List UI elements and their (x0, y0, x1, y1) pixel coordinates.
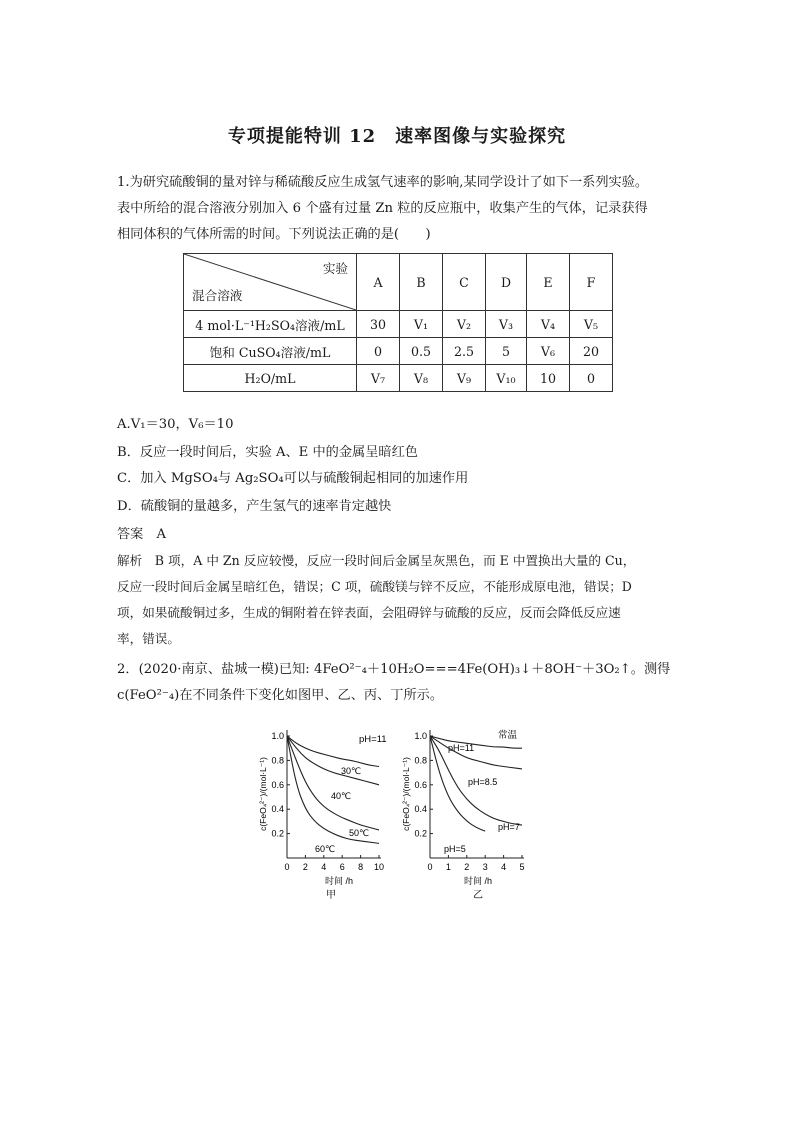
x-tick-label: 8 (358, 862, 364, 872)
question-1-line-2: 表中所给的混合溶液分别加入 6 个盛有过量 Zn 粒的反应瓶中，收集产生的气体，记录获得 (117, 201, 648, 216)
series-label: 30℃ (341, 766, 362, 776)
row-label: H₂O/mL (184, 365, 357, 392)
column-header: D (486, 254, 527, 311)
question-1 (117, 170, 687, 248)
table-cell: 0.5 (400, 338, 443, 365)
option-b: B．反应一段时间后，实验 A、E 中的金属呈暗红色 (117, 445, 418, 460)
page-title: 专项提能特训 12 速率图像与实验探究 (227, 126, 567, 147)
table-cell: 10 (527, 365, 570, 392)
y-tick-label: 0.2 (414, 828, 427, 839)
x-tick-label: 10 (373, 862, 385, 872)
chart-caption: 甲 (326, 890, 336, 901)
x-tick-label: 1 (445, 862, 451, 872)
question-1-line-3: 相同体积的气体所需的时间。下列说法正确的是( ) (117, 227, 431, 242)
table-cell: V₅ (570, 311, 613, 338)
table-cell: 30 (357, 311, 400, 338)
series-label: pH=11 (448, 743, 475, 753)
x-tick-label: 3 (482, 862, 488, 872)
table-cell: V₉ (443, 365, 486, 392)
question-2-line-1: 2．(2020·南京、盐城一模)已知: 4FeO²⁻₄＋10H₂O===4Fe(OH)₃↓＋8OH⁻＋3O₂↑。测得 (117, 662, 671, 677)
corner-top-label: 实验 (322, 261, 348, 276)
table-cell: 0 (357, 338, 400, 365)
question-2-line-2: c(FeO²⁻₄)在不同条件下变化如图甲、乙、丙、丁所示。 (117, 688, 444, 703)
series-label: 60℃ (315, 844, 336, 854)
series-line (287, 736, 379, 830)
y-tick-label: 1.0 (271, 731, 284, 741)
x-tick-label: 2 (302, 862, 308, 872)
y-tick-label: 1.0 (414, 731, 427, 741)
x-tick-label: 0 (284, 862, 290, 872)
chart-jia (255, 722, 395, 902)
table-cell: V₄ (527, 311, 570, 338)
y-tick-label: 0.4 (414, 804, 427, 815)
option-a: A.V₁＝30，V₆＝10 (117, 417, 234, 432)
table-cell: 20 (570, 338, 613, 365)
explanation-line: 反应一段时间后金属呈暗红色，错误；C 项，硫酸镁与锌不反应，不能形成原电池，错误；D (117, 579, 632, 594)
chart-note: 常温 (498, 730, 518, 741)
series-label: pH=7 (498, 822, 520, 832)
table-cell: V₇ (357, 365, 400, 392)
x-axis-label: 时间 /h (324, 876, 354, 886)
table-corner-cell (184, 254, 357, 311)
table-row (184, 338, 613, 365)
series-label: 50℃ (349, 828, 370, 838)
table-cell: V₁₀ (486, 365, 527, 392)
chart-caption: 乙 (473, 890, 483, 901)
x-axis-label: 时间 /h (463, 876, 493, 886)
x-tick-label: 4 (501, 862, 507, 872)
column-header: A (357, 254, 400, 311)
y-tick-label: 0.4 (271, 804, 284, 815)
y-tick-label: 0.6 (414, 779, 427, 790)
table-cell: 2.5 (443, 338, 486, 365)
x-tick-label: 0 (427, 862, 433, 872)
y-axis-label: c(FeO₄²⁻)/(mol·L⁻¹) (258, 757, 268, 831)
table-cell: V₁ (400, 311, 443, 338)
x-tick-label: 4 (321, 862, 327, 872)
row-label: 4 mol·L⁻¹H₂SO₄溶液/mL (184, 311, 357, 338)
series-label: pH=5 (444, 844, 466, 854)
y-tick-label: 0.2 (271, 828, 284, 839)
series-label: 40℃ (331, 791, 352, 801)
experiment-table (183, 253, 613, 392)
column-header: B (400, 254, 443, 311)
table-cell: 5 (486, 338, 527, 365)
option-c: C．加入 MgSO₄与 Ag₂SO₄可以与硫酸铜起相同的加速作用 (117, 471, 469, 486)
chart-axes (430, 730, 524, 858)
table-cell: V₆ (527, 338, 570, 365)
row-label: 饱和 CuSO₄溶液/mL (184, 338, 357, 365)
corner-bottom-label: 混合溶液 (192, 288, 243, 303)
table-row (184, 365, 613, 392)
column-header: E (527, 254, 570, 311)
explanation-line: 解析 B 项，A 中 Zn 反应较慢，反应一段时间后金属呈灰黑色，而 E 中置换出大量的 Cu， (117, 553, 636, 568)
y-tick-label: 0.8 (271, 755, 284, 766)
x-tick-label: 5 (519, 862, 525, 872)
y-tick-label: 0.6 (271, 779, 284, 790)
option-d: D．硫酸铜的量越多，产生氢气的速率肯定越快 (117, 499, 392, 514)
y-tick-label: 0.8 (414, 755, 427, 766)
answer: 答案 A (117, 527, 167, 542)
chart-note: pH=11 (359, 734, 387, 745)
y-axis-label: c(FeO₄²⁻)/(mol·L⁻¹) (401, 757, 411, 831)
column-header: C (443, 254, 486, 311)
column-header: F (570, 254, 613, 311)
table-cell: V₈ (400, 365, 443, 392)
table-cell: V₂ (443, 311, 486, 338)
question-1-line-1: 1.为研究硫酸铜的量对锌与稀硫酸反应生成氢气速率的影响,某同学设计了如下一系列实验。 (117, 175, 649, 190)
table-cell: 0 (570, 365, 613, 392)
explanation (117, 548, 687, 652)
table-cell: V₃ (486, 311, 527, 338)
x-tick-label: 2 (464, 862, 470, 872)
explanation-line: 率，错误。 (117, 631, 180, 646)
series-label: pH=8.5 (468, 777, 498, 787)
x-tick-label: 6 (339, 862, 345, 872)
question-2 (117, 657, 687, 709)
explanation-line: 项，如果硫酸铜过多，生成的铜附着在锌表面，会阻碍锌与硫酸的反应，反而会降低反应速 (117, 605, 621, 620)
table-row (184, 311, 613, 338)
chart-yi (398, 722, 538, 902)
